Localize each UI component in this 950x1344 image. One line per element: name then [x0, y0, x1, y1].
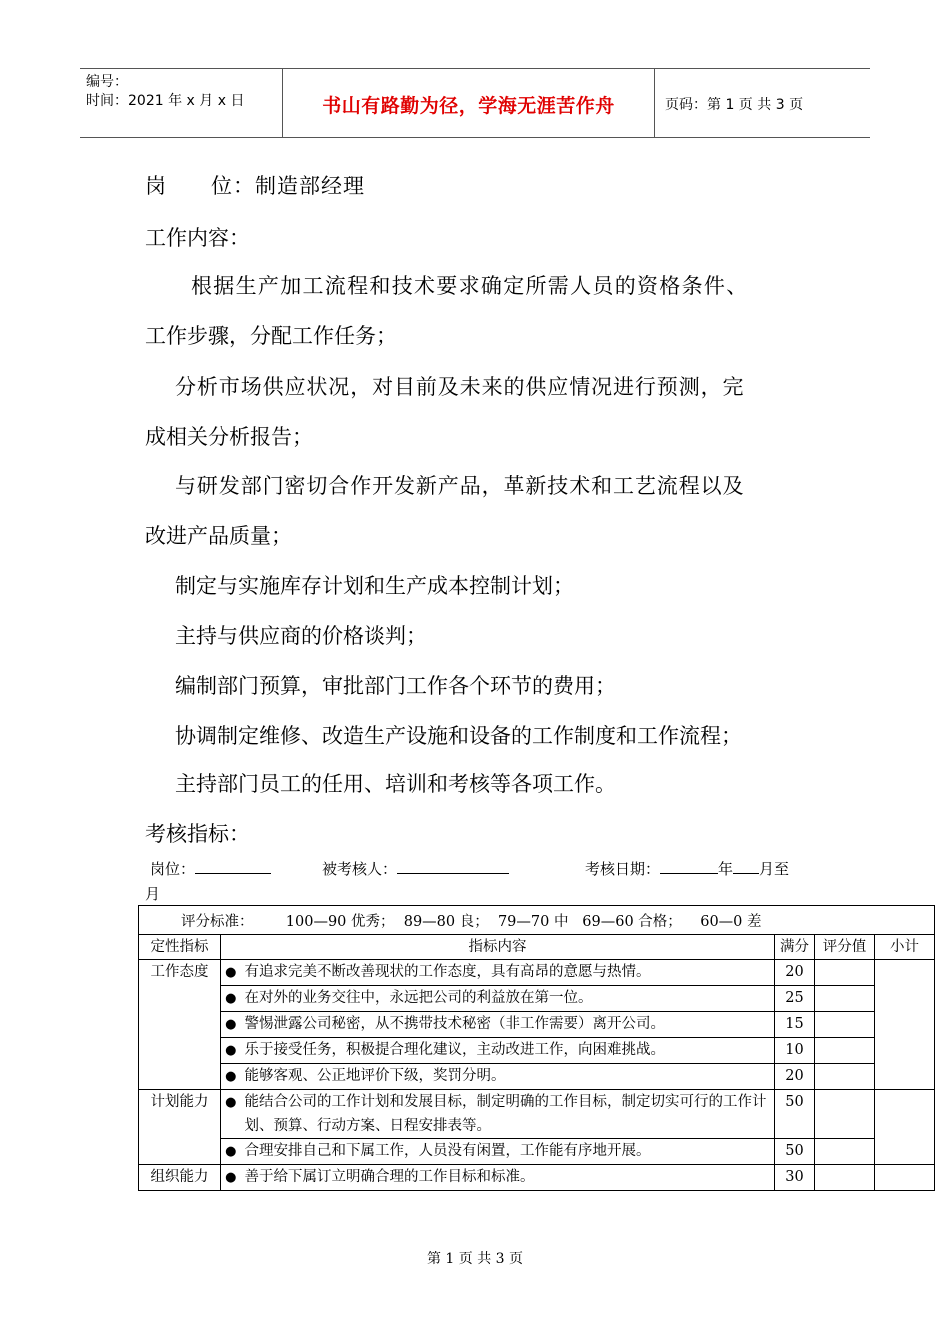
bullet-icon: ●: [221, 986, 241, 1012]
indicator-text: 合理安排自己和下属工作，人员没有闲置，工作能有序地开展。: [241, 1139, 775, 1165]
score-input-cell[interactable]: [815, 986, 875, 1012]
score-input-cell[interactable]: [815, 960, 875, 986]
duty-line: 分析市场供应状况，对目前及未来的供应情况进行预测，完: [175, 375, 745, 399]
full-score: 15: [775, 1012, 815, 1038]
full-score: 20: [775, 1064, 815, 1090]
indicator-text: 乐于接受任务，积极提合理化建议，主动改进工作，向困难挑战。: [241, 1038, 775, 1064]
table-row: [139, 1064, 935, 1090]
month-blank[interactable]: [733, 859, 759, 874]
header-motto: 书山有路勤为径，学海无涯苦作舟: [322, 95, 615, 117]
duty-line: 协调制定维修、改造生产设施和设备的工作制度和工作流程；: [175, 724, 742, 748]
header-subtotal: 小计: [875, 935, 935, 960]
score-input-cell[interactable]: [815, 1012, 875, 1038]
duty-line: 编制部门预算，审批部门工作各个环节的费用；: [175, 674, 616, 698]
header-category: 定性指标: [139, 935, 221, 960]
year-blank[interactable]: [660, 859, 718, 874]
full-score: 25: [775, 986, 815, 1012]
header-content: 指标内容: [221, 935, 775, 960]
score-input-cell[interactable]: [815, 1038, 875, 1064]
score-input-cell[interactable]: [815, 1165, 875, 1191]
score-input-cell[interactable]: [815, 1064, 875, 1090]
date-field: [585, 858, 789, 879]
bullet-icon: ●: [221, 960, 241, 986]
duty-line: 根据生产加工流程和技术要求确定所需人员的资格条件、: [191, 274, 749, 298]
duty-line: 主持与供应商的价格谈判；: [175, 624, 427, 648]
table-row: [139, 960, 935, 986]
table-row: [139, 1165, 935, 1191]
table-row: [139, 1038, 935, 1064]
score-input-cell[interactable]: [815, 1090, 875, 1139]
indicator-text: 有追求完美不断改善现状的工作态度，具有高昂的意愿与热情。: [241, 960, 775, 986]
full-score: 10: [775, 1038, 815, 1064]
post-label: 岗位：: [150, 860, 196, 878]
indicator-text: 能够客观、公正地评价下级，奖罚分明。: [241, 1064, 775, 1090]
bullet-icon: ●: [221, 1139, 241, 1165]
indicator-text: 警惕泄露公司秘密，从不携带技术秘密（非工作需要）离开公司。: [241, 1012, 775, 1038]
full-score: 50: [775, 1090, 815, 1139]
subtotal-cell[interactable]: [875, 1165, 935, 1191]
work-content-title: 工作内容：: [145, 226, 250, 250]
page-footer: 第 1 页 共 3 页: [426, 1251, 524, 1267]
category-cell: 计划能力: [139, 1090, 221, 1165]
number-label: 编号：: [86, 74, 128, 90]
month-end-label: 月: [145, 885, 161, 903]
table-row: [139, 1012, 935, 1038]
score-input-cell[interactable]: [815, 1139, 875, 1165]
kpi-title: 考核指标：: [145, 822, 250, 846]
table-row: [139, 986, 935, 1012]
indicator-text: 在对外的业务交往中，永远把公司的利益放在第一位。: [241, 986, 775, 1012]
full-score: 50: [775, 1139, 815, 1165]
year-label: 年: [718, 860, 734, 878]
bullet-icon: ●: [221, 1038, 241, 1064]
category-cell: 工作态度: [139, 960, 221, 1090]
indicator-text: 能结合公司的工作计划和发展目标，制定明确的工作目标，制定切实可行的工作计划、预算、行动方案、日程安排表等。: [241, 1090, 775, 1139]
bullet-icon: ●: [221, 1012, 241, 1038]
duty-line: 工作步骤，分配工作任务；: [145, 324, 397, 348]
post-blank[interactable]: [195, 859, 271, 874]
time-label: 时间：2021 年 x 月 x 日: [86, 93, 245, 109]
header-meta: [86, 73, 244, 111]
position-line: 岗 位：制造部经理: [145, 174, 365, 198]
date-label: 考核日期：: [585, 860, 661, 878]
header-page-info: 页码：第 1 页 共 3 页: [665, 97, 804, 113]
duty-line: 改进产品质量；: [145, 524, 292, 548]
bullet-icon: ●: [221, 1064, 241, 1090]
scoring-standard: 评分标准： 100—90 优秀； 89—80 良； 79—70 中 69—60 合格； 60—0 差: [139, 906, 935, 935]
duty-line: 成相关分析报告；: [145, 425, 313, 449]
duty-line: 制定与实施库存计划和生产成本控制计划；: [175, 574, 574, 598]
header-divider: [654, 69, 655, 137]
header-full-score: 满分: [775, 935, 815, 960]
month-to-label: 月至: [759, 860, 790, 878]
assessee-blank[interactable]: [397, 859, 509, 874]
table-row: [139, 1139, 935, 1165]
category-cell: 组织能力: [139, 1165, 221, 1191]
bullet-icon: ●: [221, 1165, 241, 1191]
post-field: [150, 858, 271, 879]
bullet-icon: ●: [221, 1090, 241, 1139]
table-row: [139, 1090, 935, 1139]
header-score-value: 评分值: [815, 935, 875, 960]
indicator-text: 善于给下属订立明确合理的工作目标和标准。: [241, 1165, 775, 1191]
page-header: [80, 68, 870, 138]
assessee-label: 被考核人：: [322, 860, 398, 878]
duty-line: 与研发部门密切合作开发新产品，革新技术和工艺流程以及: [175, 474, 745, 498]
subtotal-cell[interactable]: [875, 960, 935, 1090]
evaluation-table: [138, 905, 935, 1191]
duty-line: 主持部门员工的任用、培训和考核等各项工作。: [175, 772, 616, 796]
assessee-field: [322, 858, 509, 879]
subtotal-cell[interactable]: [875, 1090, 935, 1165]
full-score: 30: [775, 1165, 815, 1191]
full-score: 20: [775, 960, 815, 986]
